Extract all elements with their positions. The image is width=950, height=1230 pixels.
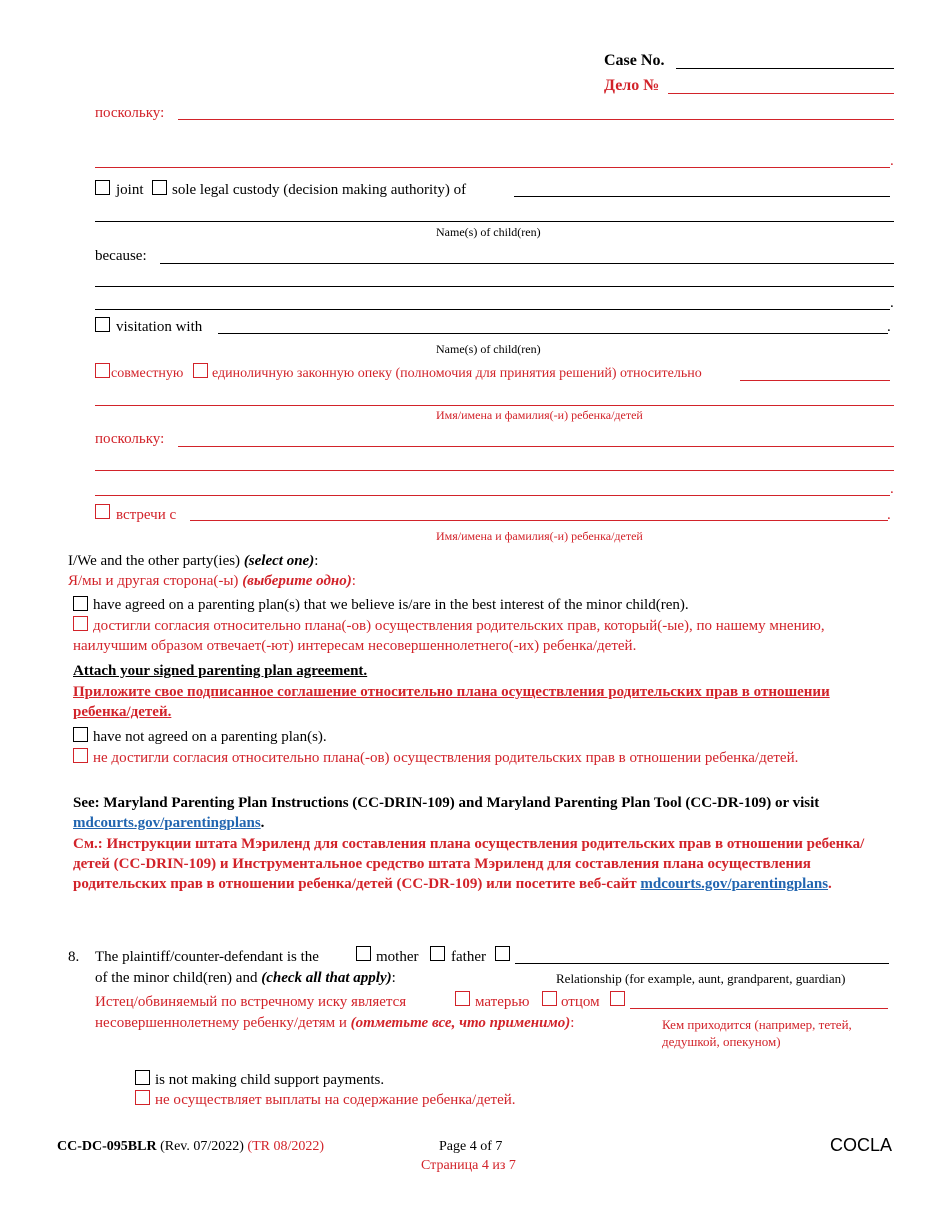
visitation-checkbox[interactable] xyxy=(95,317,110,332)
mother-label-ru: матерью xyxy=(475,994,530,1010)
relationship-field-ru[interactable] xyxy=(630,1008,888,1009)
because-label-ru-top: поскольку: xyxy=(95,105,165,121)
see-instructions-ru-end: . xyxy=(828,876,832,892)
parties-intro-ru-colon: : xyxy=(351,573,356,589)
sole-custody-checkbox[interactable] xyxy=(152,180,167,195)
sole-custody-checkbox-ru[interactable] xyxy=(193,363,208,378)
item8-line1: The plaintiff/counter-defendant is the xyxy=(95,949,319,965)
parties-intro-ru xyxy=(68,572,356,590)
form-code-right: COCLA xyxy=(830,1135,893,1155)
other-relationship-checkbox[interactable] xyxy=(495,946,510,961)
because-field-ru-1[interactable] xyxy=(178,446,894,447)
item8-line2 xyxy=(95,969,396,987)
visitation-checkbox-ru[interactable] xyxy=(95,504,110,519)
custody-child-field-2[interactable] xyxy=(95,221,894,222)
mother-label: mother xyxy=(376,949,419,965)
not-agreed-checkbox[interactable] xyxy=(73,727,88,742)
father-checkbox-ru[interactable] xyxy=(542,991,557,1006)
parties-intro-text: I/We and the other party(ies) xyxy=(68,553,244,569)
period: . xyxy=(890,153,894,169)
period: . xyxy=(890,295,894,311)
because-field-1[interactable] xyxy=(160,263,894,264)
case-no-label-ru: Дело № xyxy=(604,77,660,94)
agreed-label: have agreed on a parenting plan(s) that we believe is/are in the best interest of the minor child(ren). xyxy=(93,597,689,613)
item8-line2-ru xyxy=(95,1014,574,1032)
parties-intro xyxy=(68,552,318,570)
attach-instruction-ru: Приложите свое подписанное соглашение относительно плана осуществления родительских прав в отношении ребенка/детей. xyxy=(73,684,830,720)
relationship-caption-ru: Кем приходится (например, тетей, дедушкой, опекуном) xyxy=(662,1017,852,1049)
visitation-field[interactable] xyxy=(218,333,888,334)
visitation-field-ru[interactable] xyxy=(190,520,888,521)
because-label: because: xyxy=(95,248,147,264)
because-field-ru-top-2[interactable] xyxy=(95,167,890,168)
relationship-field[interactable] xyxy=(515,963,889,964)
see-instructions-end: . xyxy=(260,815,265,831)
period: . xyxy=(887,319,891,335)
parties-intro-em: (select one) xyxy=(243,553,315,569)
not-paying-checkbox[interactable] xyxy=(135,1070,150,1085)
parenting-plans-link[interactable]: mdcourts.gov/parentingplans xyxy=(73,815,261,831)
father-label-ru: отцом xyxy=(561,994,600,1010)
custody-child-field-ru-1[interactable] xyxy=(740,380,890,381)
joint-checkbox[interactable] xyxy=(95,180,110,195)
joint-label-ru: совместную xyxy=(111,366,184,381)
visitation-label: visitation with xyxy=(116,319,203,335)
agreed-checkbox[interactable] xyxy=(73,596,88,611)
custody-child-field-ru-2[interactable] xyxy=(95,405,894,406)
mother-checkbox[interactable] xyxy=(356,946,371,961)
custody-child-field-1[interactable] xyxy=(514,196,890,197)
because-field-ru-2[interactable] xyxy=(95,470,894,471)
case-no-field-ru[interactable] xyxy=(668,93,894,94)
names-caption-ru: Имя/имена и фамилия(-и) ребенка/детей xyxy=(436,408,643,422)
not-paying-label: is not making child support payments. xyxy=(155,1072,385,1088)
names-caption: Name(s) of child(ren) xyxy=(436,225,541,239)
form-rev: (Rev. 07/2022) xyxy=(156,1139,248,1154)
parties-intro-ru-em: (выберите одно) xyxy=(242,573,352,589)
item8-line2-ru-em: (отметьте все, что применимо) xyxy=(350,1015,571,1031)
parties-intro-colon: : xyxy=(314,553,319,569)
relationship-caption: Relationship (for example, aunt, grandparent, guardian) xyxy=(556,971,846,986)
see-instructions-ru xyxy=(73,834,873,894)
case-no-field[interactable] xyxy=(676,68,894,69)
item8-line2-colon: : xyxy=(391,970,396,986)
visitation-label-ru: встречи с xyxy=(116,507,177,523)
sole-custody-label: sole legal custody (decision making authority) of xyxy=(172,182,467,198)
attach-instruction: Attach your signed parenting plan agreement. xyxy=(73,663,368,679)
see-instructions-text: See: Maryland Parenting Plan Instructions (CC-DRIN-109) and Maryland Parenting Plan Tool (CC-DR-109) or visit xyxy=(73,795,820,811)
not-paying-label-ru: не осуществляет выплаты на содержание ребенка/детей. xyxy=(155,1092,516,1108)
because-label-ru: поскольку: xyxy=(95,431,165,447)
names-caption-2: Name(s) of child(ren) xyxy=(436,342,541,356)
see-instructions xyxy=(73,793,903,833)
father-label: father xyxy=(451,949,486,965)
parenting-plans-link-ru[interactable]: mdcourts.gov/parentingplans xyxy=(640,876,829,892)
footer-form xyxy=(57,1138,324,1156)
item8-line2-ru-text: несовершеннолетнему ребенку/детям и xyxy=(95,1015,351,1031)
joint-checkbox-ru[interactable] xyxy=(95,363,110,378)
agreed-label-ru: достигли согласия относительно плана(-ов) осуществления родительских прав, который(-ые), по нашему мнению, наилучшим образом отвечает(-ют) интересам несовершеннолетнего(-их) ребенка/детей. xyxy=(73,618,825,654)
not-paying-checkbox-ru[interactable] xyxy=(135,1090,150,1105)
because-field-2[interactable] xyxy=(95,286,894,287)
item8-line2-text: of the minor child(ren) and xyxy=(95,970,262,986)
sole-custody-label-ru: единоличную законную опеку (полномочия для принятия решений) относительно xyxy=(212,366,702,381)
names-caption-ru-2: Имя/имена и фамилия(-и) ребенка/детей xyxy=(436,529,643,543)
joint-label: joint xyxy=(116,182,144,198)
period: . xyxy=(890,481,894,497)
other-relationship-checkbox-ru[interactable] xyxy=(610,991,625,1006)
because-field-ru-3[interactable] xyxy=(95,495,890,496)
not-agreed-label: have not agreed on a parenting plan(s). xyxy=(93,729,327,745)
form-code: CC-DC-095BLR xyxy=(57,1139,157,1154)
case-no-label: Case No. xyxy=(604,52,665,69)
because-field-3[interactable] xyxy=(95,309,890,310)
item8-line2-em: (check all that apply) xyxy=(261,970,392,986)
because-field-ru-top-1[interactable] xyxy=(178,119,894,120)
period: . xyxy=(887,507,891,523)
mother-checkbox-ru[interactable] xyxy=(455,991,470,1006)
form-tr: (TR 08/2022) xyxy=(247,1139,325,1154)
parties-intro-ru-text: Я/мы и другая сторона(-ы) xyxy=(68,573,243,589)
page-number: Page 4 of 7 xyxy=(439,1139,503,1154)
see-instructions-ru-text: См.: Инструкции штата Мэриленд для составления плана осуществления родительских прав в отношении ребенка/детей (CC-DRIN-109) и Инструментальное средство штата Мэриленд для составления плана осуществления родительских прав в отношении ребенка/детей (CC-DR-109) или посетите веб-сайт xyxy=(73,836,865,892)
father-checkbox[interactable] xyxy=(430,946,445,961)
item8-line2-ru-colon: : xyxy=(570,1015,575,1031)
item8-number: 8. xyxy=(68,949,80,965)
item8-line1-ru: Истец/обвиняемый по встречному иску является xyxy=(95,994,407,1010)
page-number-ru: Страница 4 из 7 xyxy=(421,1158,516,1173)
not-agreed-label-ru: не достигли согласия относительно плана(-ов) осуществления родительских прав в отношении ребенка/детей. xyxy=(93,750,799,766)
